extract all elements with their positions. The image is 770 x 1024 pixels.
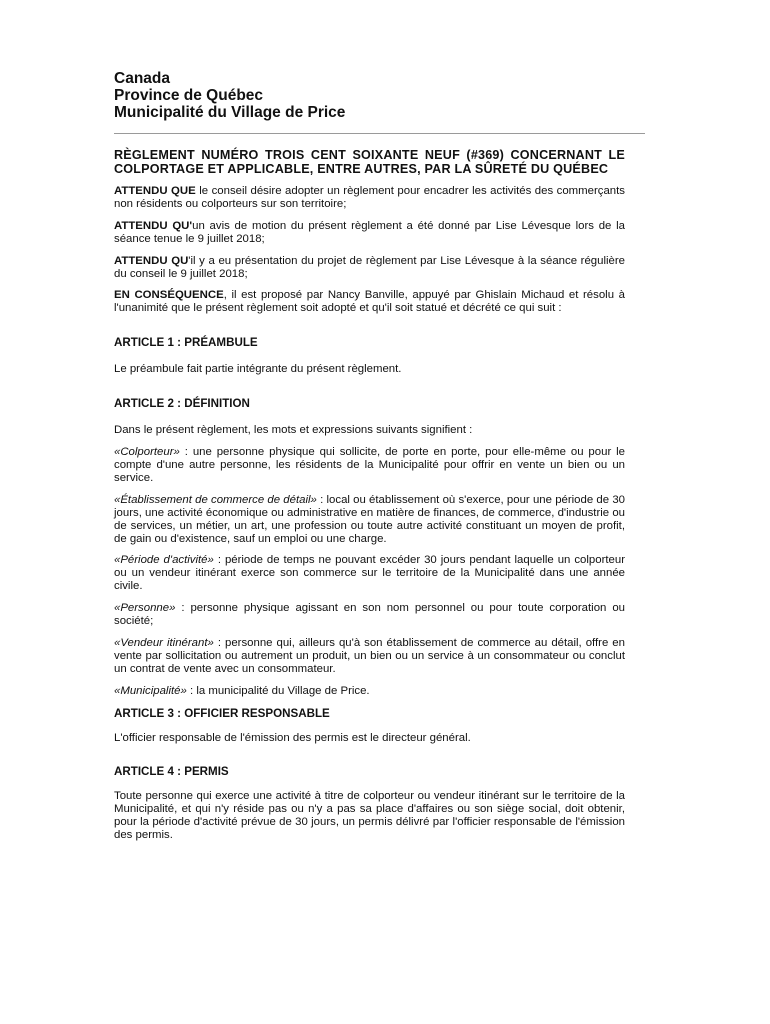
preamble-whereas-3: ATTENDU QU'il y a eu présentation du projet de règlement par Lise Lévesque à la séance régulière du conseil le 9 juillet 2018;	[114, 254, 625, 280]
header-municipality: Municipalité du Village de Price	[114, 104, 346, 121]
article-3-text: L'officier responsable de l'émission des permis est le directeur général.	[114, 731, 471, 744]
definition-etablissement: «Établissement de commerce de détail» : local ou établissement où s'exerce, pour une période de 30 jours, une activité économique ou administrative en matière de finances, de commerce, d'industrie ou de services, un métier, un art, une profession ou toute autre activité constituant un moyen de profit, de gain ou d'existence, sauf un emploi ou une charge.	[114, 493, 625, 545]
header-country: Canada	[114, 70, 170, 87]
article-3-heading: ARTICLE 3 : OFFICIER RESPONSABLE	[114, 706, 330, 720]
header-province: Province de Québec	[114, 87, 264, 104]
preamble-consequently: EN CONSÉQUENCE, il est proposé par Nancy Banville, appuyé par Ghislain Michaud et résolu à l'unanimité que le présent règlement soit adopté et qu'il soit statué et décrété ce qui suit :	[114, 289, 625, 315]
definition-vendeur-itinerant: «Vendeur itinérant» : personne qui, ailleurs qu'à son établissement de commerce au détail, offre en vente par sollicitation ou autrement un produit, un bien ou un service à un consommateur ou conclut un contrat de vente avec un consommateur.	[114, 636, 625, 675]
document-header	[114, 70, 625, 121]
definition-personne: «Personne» : personne physique agissant en son nom personnel ou pour toute corporation ou société;	[114, 602, 625, 628]
definition-colporteur: «Colporteur» : une personne physique qui sollicite, de porte en porte, pour elle-même ou pour le compte d'une autre personne, les résidents de la Municipalité pour offrir en vente un bien ou un service.	[114, 446, 625, 484]
preamble-whereas-1: ATTENDU QUE le conseil désire adopter un règlement pour encadrer les activités des commerçants non résidents ou colporteurs sur son territoire;	[114, 185, 626, 210]
header-divider	[114, 133, 645, 134]
bylaw-title: RÈGLEMENT NUMÉRO TROIS CENT SOIXANTE NEUF (#369) CONCERNANT LE COLPORTAGE ET APPLICABLE, ENTRE AUTRES, PAR LA SÛRETÉ DU QUÉBEC	[114, 148, 625, 176]
article-1-text: Le préambule fait partie intégrante du présent règlement.	[114, 363, 402, 376]
definition-periode-activite: «Période d'activité» : période de temps ne pouvant excéder 30 jours pendant laquelle un colporteur ou un vendeur itinérant exerce son commerce sur le territoire de la Municipalité dans une année civile.	[114, 554, 626, 593]
article-2-heading: ARTICLE 2 : DÉFINITION	[114, 397, 250, 411]
article-4-heading: ARTICLE 4 : PERMIS	[114, 765, 229, 779]
preamble-whereas-2: ATTENDU QU'un avis de motion du présent règlement a été donné par Lise Lévesque lors de la séance tenue le 9 juillet 2018;	[114, 219, 626, 245]
definition-municipalite: «Municipalité» : la municipalité du Village de Price.	[114, 684, 370, 697]
article-1-heading: ARTICLE 1 : PRÉAMBULE	[114, 336, 258, 350]
article-2-intro: Dans le présent règlement, les mots et expressions suivants signifient :	[114, 424, 473, 437]
article-4-text: Toute personne qui exerce une activité à titre de colporteur ou vendeur itinérant sur le territoire de la Municipalité, et qui n'y réside pas ou n'y a pas sa place d'affaires ou son siège social, doit obtenir, pour la période d'activité prévue de 30 jours, un permis délivré par l'officier responsable de l'émission des permis.	[114, 790, 625, 842]
